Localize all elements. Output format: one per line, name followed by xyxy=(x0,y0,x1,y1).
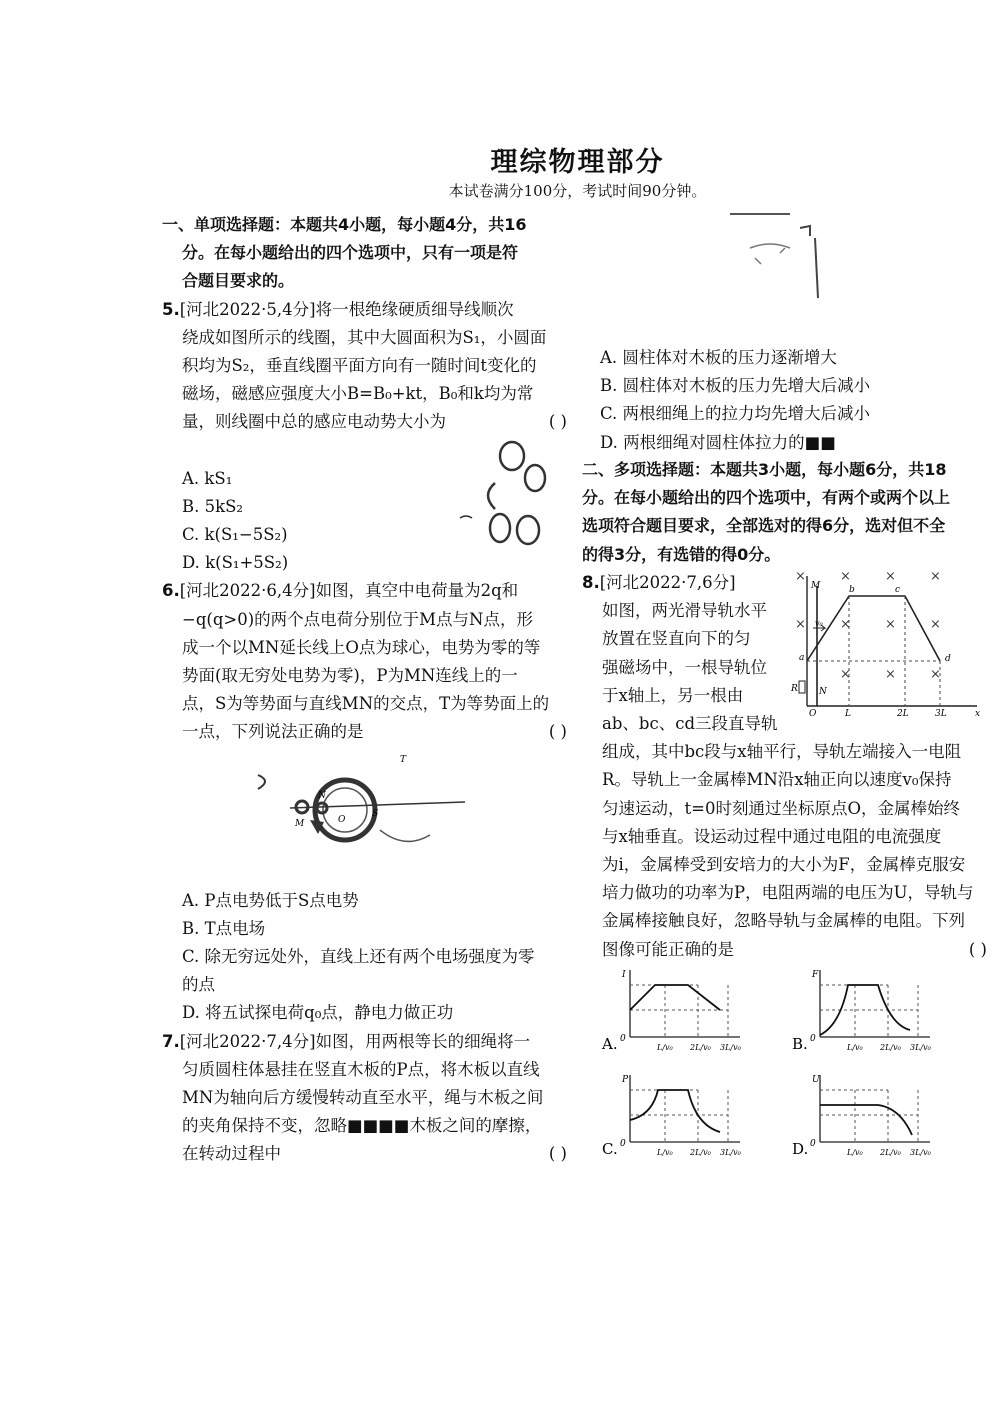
section1-line: 一、单项选择题：本题共4小题，每小题4分，共16 xyxy=(162,215,527,234)
question-number: 8. xyxy=(582,573,600,592)
label-2l: 2L xyxy=(897,709,909,718)
question-text: 培力做功的功率为P，电阻两端的电压为U，导轨与 xyxy=(602,883,974,903)
graph-option-label: D. xyxy=(792,1140,809,1158)
option-b: B. 圆柱体对木板的压力先增大后减小 xyxy=(600,376,871,396)
graph-option-label: A. xyxy=(602,1035,618,1053)
option-c: C. 两根细绳上的拉力均先增大后减小 xyxy=(600,404,871,424)
question-text: 金属棒接触良好，忽略导轨与金属棒的电阻。下列 xyxy=(602,911,965,931)
field-cross: × xyxy=(840,617,851,632)
graph-curve xyxy=(630,985,720,1010)
curve-mark xyxy=(258,775,265,789)
graph-option-label: C. xyxy=(602,1140,618,1158)
question-text: [河北2022·7,6分] xyxy=(599,573,736,592)
label-c: c xyxy=(895,585,901,595)
label-t: T xyxy=(400,755,407,765)
graph-tick-label: 3L/v₀ xyxy=(910,1148,931,1157)
coil-loop xyxy=(460,516,472,518)
section2-line: 二、多项选择题：本题共3小题，每小题6分，共18 xyxy=(582,460,947,479)
field-cross: × xyxy=(840,569,851,584)
question-text: 匀速运动，t=0时刻通过坐标原点O，金属棒始终 xyxy=(602,798,960,818)
rail-figure xyxy=(785,566,985,718)
label-o: O xyxy=(338,815,346,825)
label-n: N xyxy=(318,791,326,801)
section1-line: 合题目要求的。 xyxy=(182,271,295,291)
coil-loop xyxy=(525,465,545,491)
coil-loop xyxy=(500,442,524,470)
equipotential-figure xyxy=(250,750,470,870)
field-cross: × xyxy=(885,667,896,682)
question-text: ab、bc、cd三段直导轨 xyxy=(602,714,778,734)
question-text: 磁场，磁感应强度大小B=B₀+kt，B₀和k均为常 xyxy=(182,384,534,404)
question-text: [河北2022·7,4分]如图，用两根等长的细绳将一 xyxy=(179,1031,531,1051)
question-text: 于x轴上，另一根由 xyxy=(602,685,744,705)
question-text: 一点，下列说法正确的是 xyxy=(182,722,364,742)
section1-heading xyxy=(162,211,567,296)
field-cross: × xyxy=(795,569,806,584)
graph-tick-label: 3L/v₀ xyxy=(720,1148,741,1157)
graph-origin: 0 xyxy=(810,1034,816,1044)
label-r: R xyxy=(791,684,798,694)
graph-curve xyxy=(630,1090,720,1132)
graph-origin: 0 xyxy=(810,1139,816,1149)
graph-tick-label: 2L/v₀ xyxy=(880,1043,901,1052)
label-m: M xyxy=(811,581,821,591)
label-v0: v₀ xyxy=(815,619,823,628)
field-cross: × xyxy=(795,617,806,632)
graph-tick-label: L/v₀ xyxy=(847,1148,863,1157)
section2-line: 分。在每小题给出的四个选项中，有两个或两个以上 xyxy=(582,488,951,508)
rope-mark xyxy=(750,244,790,264)
question-text: −q(q>0)的两个点电荷分别位于M点与N点，形 xyxy=(182,609,533,629)
q7-options xyxy=(600,344,985,457)
page-subtitle: 本试卷满分100分，考试时间90分钟。 xyxy=(448,182,707,200)
option-a: A. 圆柱体对木板的压力逐渐增大 xyxy=(600,348,837,367)
option-c: C. k(S₁−5S₂) xyxy=(182,525,288,545)
graph-tick-label: 2L/v₀ xyxy=(880,1148,901,1157)
graph-option-label: B. xyxy=(792,1035,808,1053)
section2-line: 选项符合题目要求，全部选对的得6分，选对但不全 xyxy=(582,516,946,536)
question-7 xyxy=(162,1028,567,1169)
label-o: O xyxy=(809,709,817,718)
question-text: 强磁场中，一根导轨位 xyxy=(602,657,767,677)
question-text: 的夹角保持不变，忽略■■■■木板之间的摩擦， xyxy=(182,1116,542,1136)
option-c: C. 除无穷远处外，直线上还有两个电场强度为零 xyxy=(182,947,535,967)
answer-blank: ( ) xyxy=(548,412,567,432)
graph-tick-label: 3L/v₀ xyxy=(910,1043,931,1052)
graph-tick-label: L/v₀ xyxy=(657,1043,673,1052)
question-text: 图像可能正确的是 xyxy=(602,939,734,959)
label-3l: 3L xyxy=(935,709,947,718)
answer-blank: ( ) xyxy=(968,939,987,959)
graph-tick-label: 2L/v₀ xyxy=(690,1148,711,1157)
question-text: R。导轨上一金属棒MN沿x轴正向以速度v₀保持 xyxy=(602,770,952,790)
graph-origin: 0 xyxy=(620,1034,626,1044)
question-number: 5. xyxy=(162,299,180,319)
frame-mark xyxy=(800,226,810,236)
graph-tick-label: 2L/v₀ xyxy=(690,1043,711,1052)
question-text: 成一个以MN延长线上O点为球心，电势为零的等 xyxy=(182,637,541,657)
option-d: D. 将五试探电荷q₀点，静电力做正功 xyxy=(182,1003,454,1023)
option-a: A. kS₁ xyxy=(182,468,233,488)
board-figure-fragment xyxy=(720,208,860,308)
option-a: A. P点电势低于S点电势 xyxy=(182,890,359,910)
question-text: 为i，金属棒受到安培力的大小为F，金属棒克服安 xyxy=(602,855,966,875)
question-text: 组成，其中bc段与x轴平行，导轨左端接入一电阻 xyxy=(602,742,962,762)
field-cross: × xyxy=(885,617,896,632)
label-a: a xyxy=(799,653,805,663)
question-text: 在转动过程中 xyxy=(182,1144,281,1164)
coil-loop xyxy=(488,483,495,509)
field-cross: × xyxy=(930,617,941,632)
left-column xyxy=(162,211,567,1169)
label-m: M xyxy=(295,819,305,829)
graph-y-label: P xyxy=(622,1075,629,1085)
section2-line: 的得3分，有选错的得0分。 xyxy=(582,544,781,564)
coil-figure xyxy=(440,438,560,568)
graph-y-label: F xyxy=(812,970,819,980)
field-cross: × xyxy=(885,569,896,584)
graph-y-label: I xyxy=(622,970,626,980)
question-text: 量，则线圈中总的感应电动势大小为 xyxy=(182,412,446,432)
question-text: 匀质圆柱体悬挂在竖直木板的P点，将木板以直线 xyxy=(182,1059,540,1079)
option-d: D. 两根细绳对圆柱体拉力的■■ xyxy=(600,432,836,452)
label-b: b xyxy=(849,585,855,595)
resistor xyxy=(799,681,805,693)
graph-tick-label: 3L/v₀ xyxy=(720,1043,741,1052)
question-text: 放置在竖直向下的匀 xyxy=(602,629,751,649)
field-cross: × xyxy=(930,667,941,682)
section2-heading xyxy=(582,456,992,569)
board-line xyxy=(815,238,818,298)
coil-loop xyxy=(490,514,510,542)
option-d: D. k(S₁+5S₂) xyxy=(182,553,289,573)
coil-loop xyxy=(517,516,539,544)
answer-blank: ( ) xyxy=(548,722,567,742)
page-title: 理综物理部分 xyxy=(490,147,665,178)
question-text: [河北2022·6,4分]如图，真空中电荷量为2q和 xyxy=(179,581,519,601)
label-s: S xyxy=(372,809,379,819)
answer-blank: ( ) xyxy=(548,1144,567,1164)
curve-mark xyxy=(380,830,430,841)
question-text: 如图，两光滑导轨水平 xyxy=(602,601,767,621)
section1-line: 分。在每小题给出的四个选项中，只有一项是符 xyxy=(182,243,519,263)
question-number: 6. xyxy=(162,581,180,601)
question-text: [河北2022·5,4分]将一根绝缘硬质细导线顺次 xyxy=(179,299,514,319)
answer-graphs xyxy=(600,965,990,1175)
label-l: L xyxy=(845,709,851,718)
charge-n xyxy=(317,803,327,813)
option-b: B. 5kS₂ xyxy=(182,496,244,516)
question-number: 7. xyxy=(162,1031,180,1051)
label-d: d xyxy=(945,654,951,664)
graph-origin: 0 xyxy=(620,1139,626,1149)
question-text: MN为轴向后方缓慢转动直至水平，绳与木板之间 xyxy=(182,1088,544,1108)
question-text: 点，S为等势面与直线MN的交点，T为等势面上的 xyxy=(182,694,550,714)
graph-y-label: U xyxy=(812,1075,820,1085)
question-text: 绕成如图所示的线圈，其中大圆面积为S₁，小圆面 xyxy=(182,327,547,347)
graph-curve xyxy=(820,1105,912,1135)
field-cross: × xyxy=(840,667,851,682)
question-text: 与x轴垂直。设运动过程中通过电阻的电流强度 xyxy=(602,826,942,846)
inner-ring xyxy=(323,788,367,832)
option-c-cont: 的点 xyxy=(182,975,215,995)
bent-rail xyxy=(807,596,940,661)
graph-tick-label: L/v₀ xyxy=(847,1043,863,1052)
graph-tick-label: L/v₀ xyxy=(657,1148,673,1157)
field-cross: × xyxy=(930,569,941,584)
question-text: 积均为S₂，垂直线圈平面方向有一随时间t变化的 xyxy=(182,356,537,376)
question-text: 势面(取无穷处电势为零)，P为MN连线上的一 xyxy=(182,666,518,686)
equipotential-sphere xyxy=(315,780,375,840)
option-b: B. T点电场 xyxy=(182,918,266,938)
label-x: x xyxy=(975,709,981,718)
label-n: N xyxy=(819,687,827,697)
